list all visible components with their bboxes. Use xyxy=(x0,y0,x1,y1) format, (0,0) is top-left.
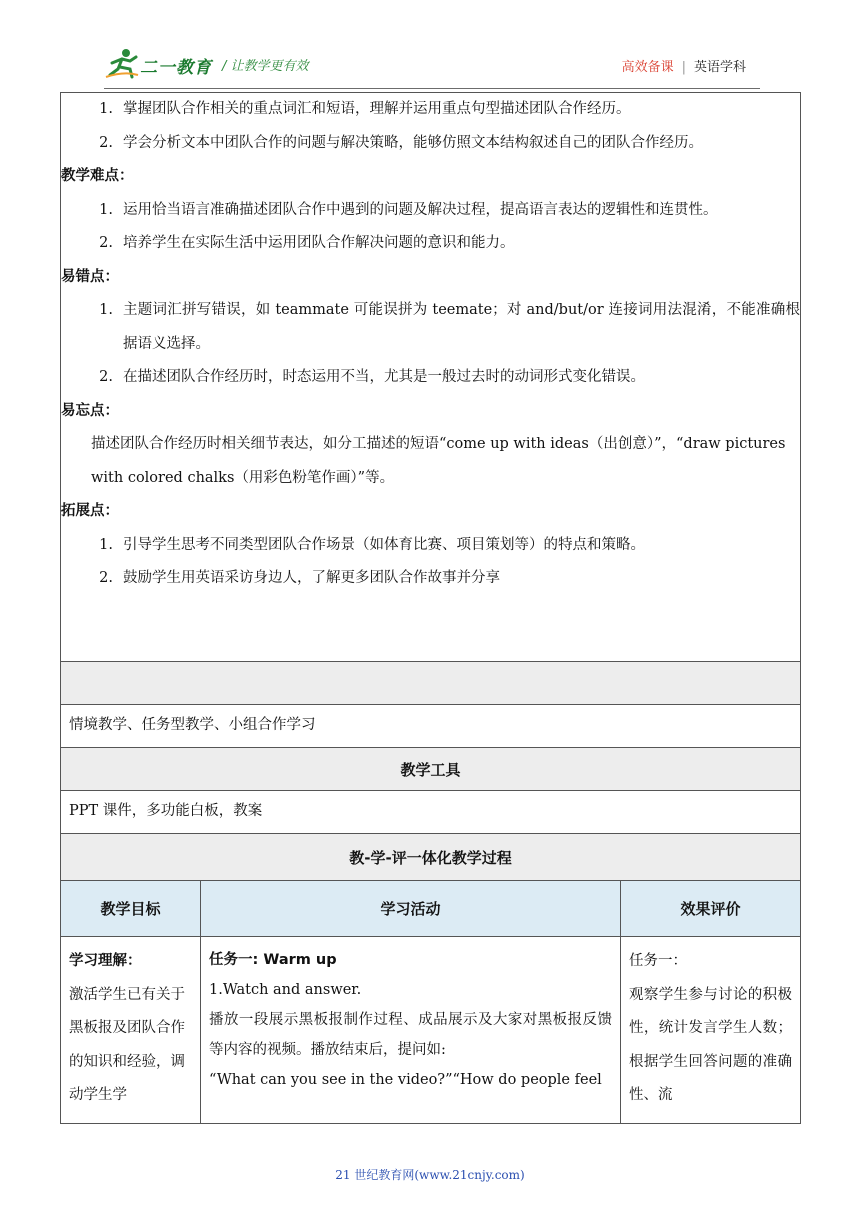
logo-text: 二一教育 xyxy=(140,58,212,78)
column-header-evaluation: 效果评价 xyxy=(621,881,801,937)
goal-heading: 学习理解： xyxy=(69,953,142,969)
list-item: 1. 引导学生思考不同类型团队合作场景（如体育比赛、项目策划等）的特点和策略。 xyxy=(99,536,645,553)
activity-text: 播放一段展示黑板报制作过程、成品展示及大家对黑板报反馈等内容的视频。播放结束后，提问如: xyxy=(209,1012,612,1058)
slogan: / 让教学更有效 xyxy=(222,59,309,74)
page-footer: 21 世纪教育网(www.21cnjy.com) xyxy=(335,1168,525,1182)
activity-line: 1.Watch and answer. xyxy=(209,982,362,998)
list-item: 1. 主题词汇拼写错误，如 teammate 可能误拼为 teemate；对 and/but/or 连接词用法混淆，不能准确根据语义选择。 xyxy=(99,302,801,352)
difficulty-heading: 教学难点： xyxy=(61,168,134,184)
task-heading: 任务一: Warm up xyxy=(209,952,337,968)
eval-heading: 任务一： xyxy=(629,953,687,969)
list-item: 2. 在描述团队合作经历时，时态运用不当，尤其是一般过去时的动词形式变化错误。 xyxy=(99,369,645,385)
goal-cell xyxy=(61,937,201,1124)
list-item: 1. 运用恰当语言准确描述团队合作中遇到的问题及解决过程，提高语言表达的逻辑性和连贯性。 xyxy=(99,201,718,218)
activity-quote: “What can you see in the video?”“How do people feel xyxy=(209,1072,602,1088)
page-header xyxy=(0,0,860,92)
column-header-activity: 学习活动 xyxy=(201,881,621,937)
list-item: 2. 培养学生在实际生活中运用团队合作解决问题的意识和能力。 xyxy=(99,235,515,251)
objectives-cell xyxy=(61,93,801,662)
lesson-table xyxy=(60,92,801,1124)
list-item: 1. 掌握团队合作相关的重点词汇和短语，理解并运用重点句型描述团队合作经历。 xyxy=(99,101,631,117)
eval-text: 观察学生参与讨论的积极性，统计发言学生人数；根据学生回答问题的准确性、流 xyxy=(629,986,793,1103)
tools-text: PPT 课件，多功能白板，教案 xyxy=(69,803,263,819)
process-heading: 教-学-评一体化教学过程 xyxy=(61,834,801,881)
goal-text: 激活学生已有关于黑板报及团队合作的知识和经验，调动学生学 xyxy=(69,986,185,1103)
header-subject xyxy=(622,56,746,75)
methods-text: 情境教学、任务型教学、小组合作学习 xyxy=(69,717,316,733)
column-header-goal: 教学目标 xyxy=(61,881,201,937)
forget-text: 描述团队合作经历时相关细节表达，如分工描述的短语“come up with ideas（出创意）”，“draw pictures with colored chalks（用彩色粉笔作画）”等。 xyxy=(91,436,786,486)
header-red-label: 高效备课 xyxy=(621,60,674,75)
list-item: 2. 学会分析文本中团队合作的问题与解决策略，能够仿照文本结构叙述自己的团队合作经历。 xyxy=(99,134,703,151)
extension-heading: 拓展点： xyxy=(61,503,119,519)
forget-heading: 易忘点： xyxy=(61,402,119,419)
header-rule xyxy=(104,88,760,89)
tools-heading: 教学工具 xyxy=(61,748,801,791)
methods-cell xyxy=(61,705,801,748)
tools-cell xyxy=(61,791,801,834)
activity-cell xyxy=(201,937,621,1124)
header-subject-label: 英语学科 xyxy=(693,60,746,75)
evaluation-cell xyxy=(621,937,801,1124)
header-separator: | xyxy=(681,60,686,75)
errors-heading: 易错点： xyxy=(61,268,119,285)
blank-heading-row xyxy=(61,662,801,705)
list-item: 2. 鼓励学生用英语采访身边人，了解更多团队合作故事并分享 xyxy=(99,570,500,586)
